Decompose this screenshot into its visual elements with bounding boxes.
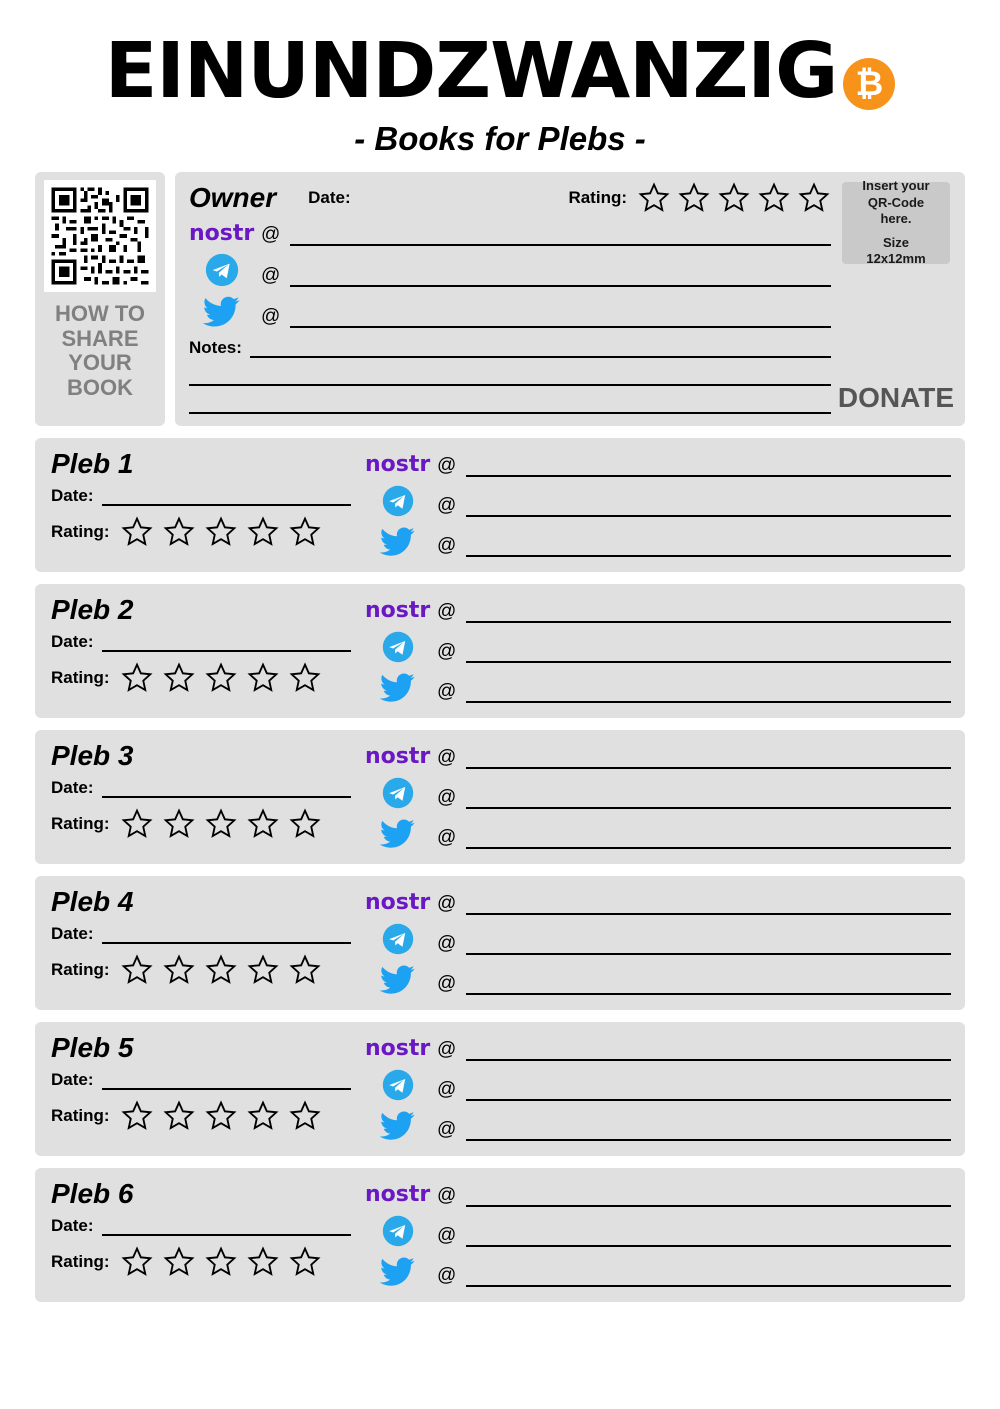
pleb-date-input[interactable] — [102, 632, 351, 652]
date-label: Date: — [51, 1216, 94, 1235]
pleb-title: Pleb 4 — [51, 886, 134, 917]
qr-size-line-2: 12x12mm — [866, 251, 926, 267]
pleb-twitter-input[interactable] — [466, 681, 951, 703]
star-icon[interactable] — [120, 1100, 154, 1132]
pleb-nostr-input[interactable] — [466, 893, 951, 915]
pleb-rating-stars[interactable] — [120, 516, 322, 548]
owner-twitter-row — [189, 294, 831, 328]
pleb-date-input[interactable] — [102, 1070, 351, 1090]
owner-notes-input-3[interactable] — [189, 390, 831, 414]
owner-header-row — [189, 182, 831, 214]
at-symbol: @ — [437, 600, 457, 622]
date-label: Date: — [51, 632, 94, 651]
nostr-label: nostr — [189, 221, 255, 246]
star-icon[interactable] — [246, 954, 280, 986]
pleb-row — [35, 730, 965, 864]
pleb-date-row — [51, 632, 351, 652]
at-symbol: @ — [437, 534, 457, 556]
pleb-rating-stars[interactable] — [120, 1100, 322, 1132]
at-symbol: @ — [437, 454, 457, 476]
date-label: Date: — [51, 778, 94, 797]
star-icon[interactable] — [637, 182, 671, 214]
at-symbol: @ — [437, 494, 457, 516]
pleb-rating-row — [51, 954, 351, 986]
telegram-icon — [382, 777, 414, 809]
star-icon[interactable] — [162, 808, 196, 840]
at-symbol: @ — [437, 1078, 457, 1100]
pleb-twitter-row — [365, 1255, 951, 1287]
pleb-telegram-input[interactable] — [466, 641, 951, 663]
star-icon[interactable] — [204, 1100, 238, 1132]
twitter-icon — [380, 963, 416, 995]
pleb-nostr-input[interactable] — [466, 601, 951, 623]
pleb-nostr-row — [365, 744, 951, 769]
star-icon[interactable] — [120, 662, 154, 694]
star-icon[interactable] — [288, 662, 322, 694]
at-symbol: @ — [437, 1224, 457, 1246]
twitter-icon — [380, 817, 416, 849]
star-icon[interactable] — [162, 662, 196, 694]
pleb-telegram-input[interactable] — [466, 495, 951, 517]
qr-code-icon[interactable] — [44, 180, 156, 292]
twitter-icon — [380, 1109, 416, 1141]
star-icon[interactable] — [246, 808, 280, 840]
star-icon[interactable] — [162, 516, 196, 548]
page-title: EINUNDZWANZIG — [104, 27, 838, 117]
at-symbol: @ — [437, 680, 457, 702]
star-icon[interactable] — [162, 1100, 196, 1132]
star-icon[interactable] — [288, 808, 322, 840]
nostr-label: nostr — [365, 743, 431, 769]
at-symbol: @ — [437, 1264, 457, 1286]
owner-nostr-input[interactable] — [290, 224, 831, 246]
at-symbol: @ — [437, 972, 457, 994]
pleb-twitter-input[interactable] — [466, 827, 951, 849]
pleb-rating-row — [51, 516, 351, 548]
star-icon[interactable] — [120, 1246, 154, 1278]
owner-rating-stars[interactable] — [637, 182, 831, 214]
star-icon[interactable] — [204, 1246, 238, 1278]
telegram-icon — [205, 253, 239, 287]
nostr-label: nostr — [365, 597, 431, 623]
pleb-telegram-row — [365, 1069, 951, 1101]
pleb-date-input[interactable] — [102, 1216, 351, 1236]
star-icon[interactable] — [677, 182, 711, 214]
star-icon[interactable] — [204, 808, 238, 840]
owner-notes-row — [189, 336, 831, 358]
owner-notes-input-1[interactable] — [250, 336, 831, 358]
pleb-date-row — [51, 1216, 351, 1236]
pleb-date-row — [51, 486, 351, 506]
at-symbol: @ — [261, 265, 281, 286]
at-symbol: @ — [437, 826, 457, 848]
star-icon[interactable] — [120, 516, 154, 548]
pleb-date-row — [51, 1070, 351, 1090]
star-icon[interactable] — [246, 662, 280, 694]
pleb-date-input[interactable] — [102, 924, 351, 944]
pleb-rating-row — [51, 662, 351, 694]
at-symbol: @ — [437, 1184, 457, 1206]
pleb-nostr-row — [365, 1182, 951, 1207]
rating-label: Rating: — [51, 814, 110, 833]
star-icon[interactable] — [246, 1100, 280, 1132]
pleb-telegram-input[interactable] — [466, 1079, 951, 1101]
pleb-telegram-row — [365, 485, 951, 517]
pleb-title: Pleb 5 — [51, 1032, 134, 1063]
pleb-rating-row — [51, 1100, 351, 1132]
star-icon[interactable] — [717, 182, 751, 214]
star-icon[interactable] — [246, 1246, 280, 1278]
pleb-telegram-row — [365, 1215, 951, 1247]
telegram-icon — [382, 923, 414, 955]
header — [35, 27, 965, 117]
pleb-telegram-row — [365, 923, 951, 955]
qr-hint-line-2: QR-Code — [867, 194, 925, 210]
star-icon[interactable] — [162, 954, 196, 986]
nostr-label: nostr — [365, 889, 431, 915]
qr-hint-line-1: Insert your — [862, 178, 930, 194]
pleb-row — [35, 1168, 965, 1302]
star-icon[interactable] — [246, 516, 280, 548]
pleb-date-input[interactable] — [102, 778, 351, 798]
pleb-row — [35, 1022, 965, 1156]
pleb-nostr-row — [365, 598, 951, 623]
pleb-nostr-input[interactable] — [466, 747, 951, 769]
pleb-twitter-row — [365, 817, 951, 849]
owner-panel — [175, 172, 965, 426]
at-symbol: @ — [437, 786, 457, 808]
pleb-nostr-row — [365, 452, 951, 477]
donate-label: DONATE — [837, 382, 955, 413]
at-symbol: @ — [437, 640, 457, 662]
owner-section — [35, 172, 965, 426]
rating-label: Rating: — [51, 960, 110, 979]
pleb-rating-row — [51, 1246, 351, 1278]
how-to-share-label: HOW TO SHARE YOUR BOOK — [54, 301, 146, 400]
telegram-icon — [382, 631, 414, 663]
telegram-icon — [382, 1215, 414, 1247]
pleb-twitter-input[interactable] — [466, 1265, 951, 1287]
rating-label: Rating: — [51, 522, 110, 541]
pleb-twitter-row — [365, 525, 951, 557]
pleb-row — [35, 584, 965, 718]
pleb-rating-stars[interactable] — [120, 954, 322, 986]
pleb-rating-row — [51, 808, 351, 840]
pleb-nostr-input[interactable] — [466, 455, 951, 477]
star-icon[interactable] — [204, 662, 238, 694]
rating-label: Rating: — [51, 1252, 110, 1271]
at-symbol: @ — [437, 1118, 457, 1140]
pleb-rating-stars[interactable] — [120, 808, 322, 840]
telegram-icon — [382, 485, 414, 517]
star-icon[interactable] — [757, 182, 791, 214]
nostr-label: nostr — [365, 1181, 431, 1207]
telegram-icon — [382, 1069, 414, 1101]
pleb-date-input[interactable] — [102, 486, 351, 506]
pleb-twitter-input[interactable] — [466, 535, 951, 557]
pleb-nostr-row — [365, 890, 951, 915]
date-label: Date: — [51, 486, 94, 505]
star-icon[interactable] — [162, 1246, 196, 1278]
star-icon[interactable] — [288, 954, 322, 986]
pleb-telegram-input[interactable] — [466, 1225, 951, 1247]
pleb-row — [35, 876, 965, 1010]
owner-rating-label: Rating: — [568, 188, 627, 207]
owner-nostr-row — [189, 221, 831, 246]
donate-column — [837, 178, 955, 414]
pleb-date-row — [51, 924, 351, 944]
pleb-rating-stars[interactable] — [120, 1246, 322, 1278]
nostr-label: nostr — [365, 451, 431, 477]
rating-label: Rating: — [51, 668, 110, 687]
at-symbol: @ — [437, 932, 457, 954]
owner-date-label: Date: — [308, 188, 351, 207]
twitter-icon — [380, 1255, 416, 1287]
pleb-telegram-row — [365, 777, 951, 809]
pleb-telegram-input[interactable] — [466, 933, 951, 955]
pleb-row — [35, 438, 965, 572]
star-icon[interactable] — [204, 516, 238, 548]
star-icon[interactable] — [204, 954, 238, 986]
qr-size-line-1: Size — [882, 235, 909, 251]
bitcoin-icon: ₿ — [843, 58, 895, 110]
pleb-telegram-input[interactable] — [466, 787, 951, 809]
pleb-title: Pleb 6 — [51, 1178, 134, 1209]
star-icon[interactable] — [288, 1246, 322, 1278]
twitter-icon — [203, 294, 241, 328]
owner-notes-label: Notes: — [189, 338, 242, 357]
star-icon[interactable] — [120, 954, 154, 986]
qr-hint-line-3: here. — [880, 210, 912, 226]
page-subtitle: - Books for Plebs - — [354, 120, 646, 157]
donate-qr-placeholder[interactable] — [842, 178, 950, 267]
owner-telegram-row — [189, 253, 831, 287]
owner-telegram-input[interactable] — [290, 265, 831, 287]
date-label: Date: — [51, 1070, 94, 1089]
at-symbol: @ — [437, 892, 457, 914]
star-icon[interactable] — [288, 1100, 322, 1132]
pleb-nostr-input[interactable] — [466, 1185, 951, 1207]
pleb-twitter-input[interactable] — [466, 973, 951, 995]
star-icon[interactable] — [120, 808, 154, 840]
pleb-twitter-row — [365, 671, 951, 703]
pleb-twitter-input[interactable] — [466, 1119, 951, 1141]
at-symbol: @ — [261, 306, 281, 327]
pleb-rating-stars[interactable] — [120, 662, 322, 694]
pleb-telegram-row — [365, 631, 951, 663]
pleb-twitter-row — [365, 1109, 951, 1141]
pleb-nostr-input[interactable] — [466, 1039, 951, 1061]
date-label: Date: — [51, 924, 94, 943]
at-symbol: @ — [261, 224, 281, 245]
star-icon[interactable] — [288, 516, 322, 548]
pleb-twitter-row — [365, 963, 951, 995]
owner-twitter-input[interactable] — [290, 306, 831, 328]
nostr-label: nostr — [365, 1035, 431, 1061]
pleb-date-row — [51, 778, 351, 798]
pleb-title: Pleb 3 — [51, 740, 134, 771]
pleb-title: Pleb 2 — [51, 594, 134, 625]
rating-label: Rating: — [51, 1106, 110, 1125]
at-symbol: @ — [437, 746, 457, 768]
how-to-share-box[interactable] — [35, 172, 165, 426]
star-icon[interactable] — [797, 182, 831, 214]
at-symbol: @ — [437, 1038, 457, 1060]
pleb-nostr-row — [365, 1036, 951, 1061]
twitter-icon — [380, 671, 416, 703]
owner-notes-input-2[interactable] — [189, 362, 831, 386]
owner-label: Owner — [189, 182, 277, 213]
pleb-title: Pleb 1 — [51, 448, 134, 479]
twitter-icon — [380, 525, 416, 557]
